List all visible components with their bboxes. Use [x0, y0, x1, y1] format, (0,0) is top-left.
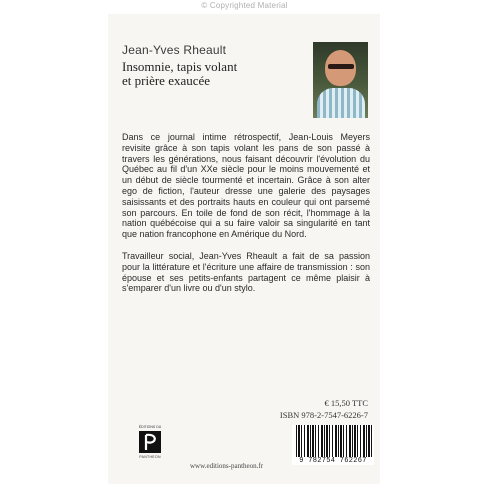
title-line-1: Insomnie, tapis volant	[122, 59, 238, 74]
photo-glasses	[328, 64, 354, 69]
barcode-bars	[296, 425, 372, 457]
copyright-watermark: © Copyrighted Material	[201, 1, 288, 10]
author-photo	[313, 42, 368, 118]
blurb	[122, 132, 370, 305]
publisher-logo	[135, 425, 165, 463]
publisher-bottom-label: PANTHEON	[139, 455, 161, 459]
publisher-website: www.editions-pantheon.fr	[190, 462, 264, 470]
blurb-paragraph-1: Dans ce journal intime rétrospectif, Jean-Louis Meyers revisite grâce à son tapis volant les pans de son passé à travers les générations, nous faisant découvrir l'évolution du Québec au fil d'un XXe siècle pour le moins mouvementé et un début de siècle tourmenté et incertain. Grâce à son alter ego de fiction, l'auteur dresse une galerie des paysages saisissants et des portraits hauts en couleur qui ont parsemé son parcours. En toile de fond de son récit, l'hommage à la nation québécoise qui a su faire valoir sa singularité en tant que nation francophone en Amérique du Nord.	[122, 132, 370, 240]
barcode	[292, 425, 374, 465]
publisher-top-label: ÉDITIONS DU	[138, 425, 162, 429]
blurb-paragraph-2: Travailleur social, Jean-Yves Rheault a fait de sa passion pour la littérature et l'écriture une affaire de transmission : son épouse et ses petits-enfants partagent ce même plaisir à s'emparer d'un livre ou d'un stylo.	[122, 250, 370, 294]
pantheon-p-logo-icon	[139, 431, 161, 453]
book-title	[122, 60, 292, 88]
isbn-label: ISBN 978-2-7547-6226-7	[279, 410, 368, 420]
price-label: € 15,50 TTC	[324, 398, 368, 408]
barcode-digits: 9 782754 762267	[299, 457, 367, 465]
author-name: Jean-Yves Rheault	[122, 43, 227, 57]
photo-shirt	[317, 88, 365, 118]
title-line-2: et prière exaucée	[122, 73, 211, 88]
